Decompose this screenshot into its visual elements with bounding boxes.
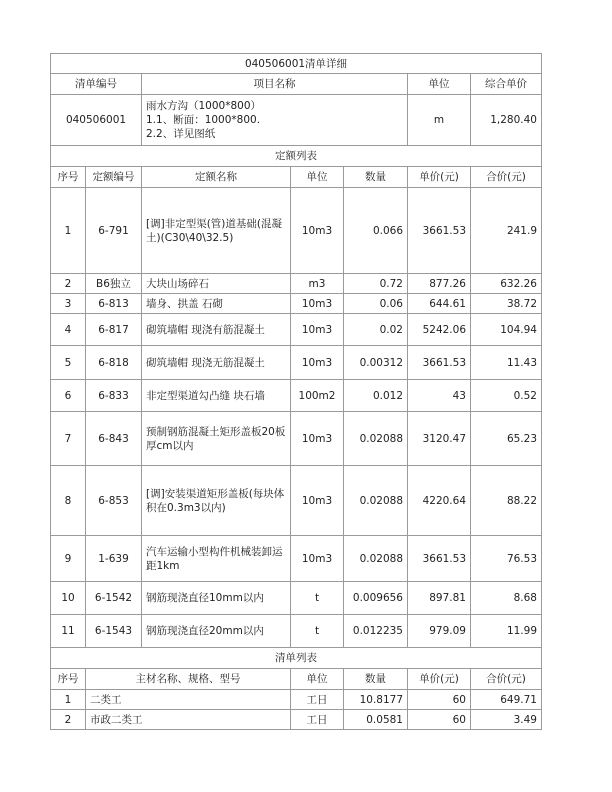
quota-code: 6-843 — [86, 412, 142, 466]
table-row — [51, 582, 542, 615]
quota-seq: 9 — [51, 536, 86, 582]
material-price: 60 — [408, 710, 471, 730]
table-row — [51, 615, 542, 648]
material-unit-header: 单位 — [291, 669, 344, 690]
quota-qty: 0.72 — [344, 274, 408, 294]
quota-seq: 1 — [51, 188, 86, 274]
quota-seq-header: 序号 — [51, 167, 86, 188]
bill-code: 040506001 — [51, 95, 142, 146]
quota-code: 6-833 — [86, 380, 142, 412]
quota-seq: 2 — [51, 274, 86, 294]
quota-code: 6-818 — [86, 346, 142, 380]
bill-unit: m — [408, 95, 471, 146]
table-row — [51, 466, 542, 536]
quota-code: 6-817 — [86, 314, 142, 346]
quota-name: 钢筋现浇直径10mm以内 — [142, 582, 291, 615]
quota-qty: 0.02088 — [344, 466, 408, 536]
quota-name: [调]非定型渠(管)道基础(混凝土)(C30\40\32.5) — [142, 188, 291, 274]
quota-price: 5242.06 — [408, 314, 471, 346]
quota-unit: 10m3 — [291, 412, 344, 466]
bill-unit-header: 单位 — [408, 74, 471, 95]
material-name-header: 主材名称、规格、型号 — [86, 669, 291, 690]
quota-code: 6-1543 — [86, 615, 142, 648]
quota-unit: m3 — [291, 274, 344, 294]
quota-unit: 10m3 — [291, 294, 344, 314]
quota-code: B6独立 — [86, 274, 142, 294]
material-qty-header: 数量 — [344, 669, 408, 690]
quota-unit: t — [291, 582, 344, 615]
quota-unit: 10m3 — [291, 314, 344, 346]
material-seq: 2 — [51, 710, 86, 730]
bill-name-header: 项目名称 — [142, 74, 408, 95]
quota-qty: 0.02088 — [344, 412, 408, 466]
bill-detail-table — [50, 53, 542, 730]
quota-seq: 11 — [51, 615, 86, 648]
material-unit: 工日 — [291, 710, 344, 730]
quota-name-header: 定额名称 — [142, 167, 291, 188]
quota-total: 76.53 — [471, 536, 542, 582]
quota-price: 3120.47 — [408, 412, 471, 466]
quota-name: 预制钢筋混凝土矩形盖板20板厚cm以内 — [142, 412, 291, 466]
bill-price: 1,280.40 — [471, 95, 542, 146]
table-row — [51, 690, 542, 710]
material-section-title: 清单列表 — [51, 648, 542, 669]
table-row — [51, 710, 542, 730]
material-seq-header: 序号 — [51, 669, 86, 690]
material-qty: 10.8177 — [344, 690, 408, 710]
quota-qty: 0.066 — [344, 188, 408, 274]
material-seq: 1 — [51, 690, 86, 710]
quota-total: 11.43 — [471, 346, 542, 380]
quota-name: 墙身、拱盖 石砌 — [142, 294, 291, 314]
quota-price: 877.26 — [408, 274, 471, 294]
quota-total: 0.52 — [471, 380, 542, 412]
quota-price-header: 单价(元) — [408, 167, 471, 188]
quota-code: 6-813 — [86, 294, 142, 314]
table-row — [51, 536, 542, 582]
quota-name: 砌筑墙帽 现浇无筋混凝土 — [142, 346, 291, 380]
quota-qty: 0.009656 — [344, 582, 408, 615]
quota-price: 3661.53 — [408, 188, 471, 274]
quota-seq: 7 — [51, 412, 86, 466]
quota-total: 38.72 — [471, 294, 542, 314]
material-total: 3.49 — [471, 710, 542, 730]
quota-qty: 0.06 — [344, 294, 408, 314]
quota-total: 632.26 — [471, 274, 542, 294]
material-total: 649.71 — [471, 690, 542, 710]
material-total-header: 合价(元) — [471, 669, 542, 690]
quota-seq: 8 — [51, 466, 86, 536]
quota-code: 6-853 — [86, 466, 142, 536]
table-row — [51, 294, 542, 314]
quota-total: 88.22 — [471, 466, 542, 536]
quota-code-header: 定额编号 — [86, 167, 142, 188]
table-title: 040506001清单详细 — [51, 54, 542, 74]
material-name: 二类工 — [86, 690, 291, 710]
quota-price: 979.09 — [408, 615, 471, 648]
material-price-header: 单价(元) — [408, 669, 471, 690]
quota-total: 8.68 — [471, 582, 542, 615]
bill-name: 雨水方沟（1000*800） 1.1、断面：1000*800. 2.2、详见图纸 — [142, 95, 408, 146]
quota-seq: 5 — [51, 346, 86, 380]
quota-total: 104.94 — [471, 314, 542, 346]
quota-name: [调]安装渠道矩形盖板(每块体积在0.3m3以内) — [142, 466, 291, 536]
quota-price: 4220.64 — [408, 466, 471, 536]
quota-unit: 10m3 — [291, 536, 344, 582]
quota-unit: 100m2 — [291, 380, 344, 412]
table-row — [51, 346, 542, 380]
bill-price-header: 综合单价 — [471, 74, 542, 95]
material-name: 市政二类工 — [86, 710, 291, 730]
material-price: 60 — [408, 690, 471, 710]
quota-seq: 6 — [51, 380, 86, 412]
quota-total: 241.9 — [471, 188, 542, 274]
table-row — [51, 314, 542, 346]
bill-code-header: 清单编号 — [51, 74, 142, 95]
quota-total: 65.23 — [471, 412, 542, 466]
table-row — [51, 412, 542, 466]
material-qty: 0.0581 — [344, 710, 408, 730]
quota-unit: 10m3 — [291, 466, 344, 536]
quota-seq: 3 — [51, 294, 86, 314]
quota-code: 6-1542 — [86, 582, 142, 615]
quota-total: 11.99 — [471, 615, 542, 648]
quota-name: 汽车运输小型构件机械装卸运距1km — [142, 536, 291, 582]
quota-qty: 0.02088 — [344, 536, 408, 582]
table-row — [51, 274, 542, 294]
quota-qty: 0.012235 — [344, 615, 408, 648]
quota-unit: 10m3 — [291, 188, 344, 274]
quota-qty-header: 数量 — [344, 167, 408, 188]
quota-name: 砌筑墙帽 现浇有筋混凝土 — [142, 314, 291, 346]
quota-unit-header: 单位 — [291, 167, 344, 188]
quota-code: 1-639 — [86, 536, 142, 582]
quota-price: 3661.53 — [408, 346, 471, 380]
quota-qty: 0.00312 — [344, 346, 408, 380]
quota-qty: 0.012 — [344, 380, 408, 412]
quota-price: 897.81 — [408, 582, 471, 615]
quota-seq: 4 — [51, 314, 86, 346]
quota-section-title: 定额列表 — [51, 146, 542, 167]
quota-price: 3661.53 — [408, 536, 471, 582]
quota-code: 6-791 — [86, 188, 142, 274]
table-row — [51, 188, 542, 274]
material-unit: 工日 — [291, 690, 344, 710]
quota-total-header: 合价(元) — [471, 167, 542, 188]
quota-price: 644.61 — [408, 294, 471, 314]
quota-name: 大块山场碎石 — [142, 274, 291, 294]
quota-unit: t — [291, 615, 344, 648]
quota-unit: 10m3 — [291, 346, 344, 380]
table-row — [51, 380, 542, 412]
quota-seq: 10 — [51, 582, 86, 615]
quota-name: 非定型渠道勾凸缝 块石墙 — [142, 380, 291, 412]
quota-price: 43 — [408, 380, 471, 412]
quota-name: 钢筋现浇直径20mm以内 — [142, 615, 291, 648]
quota-qty: 0.02 — [344, 314, 408, 346]
